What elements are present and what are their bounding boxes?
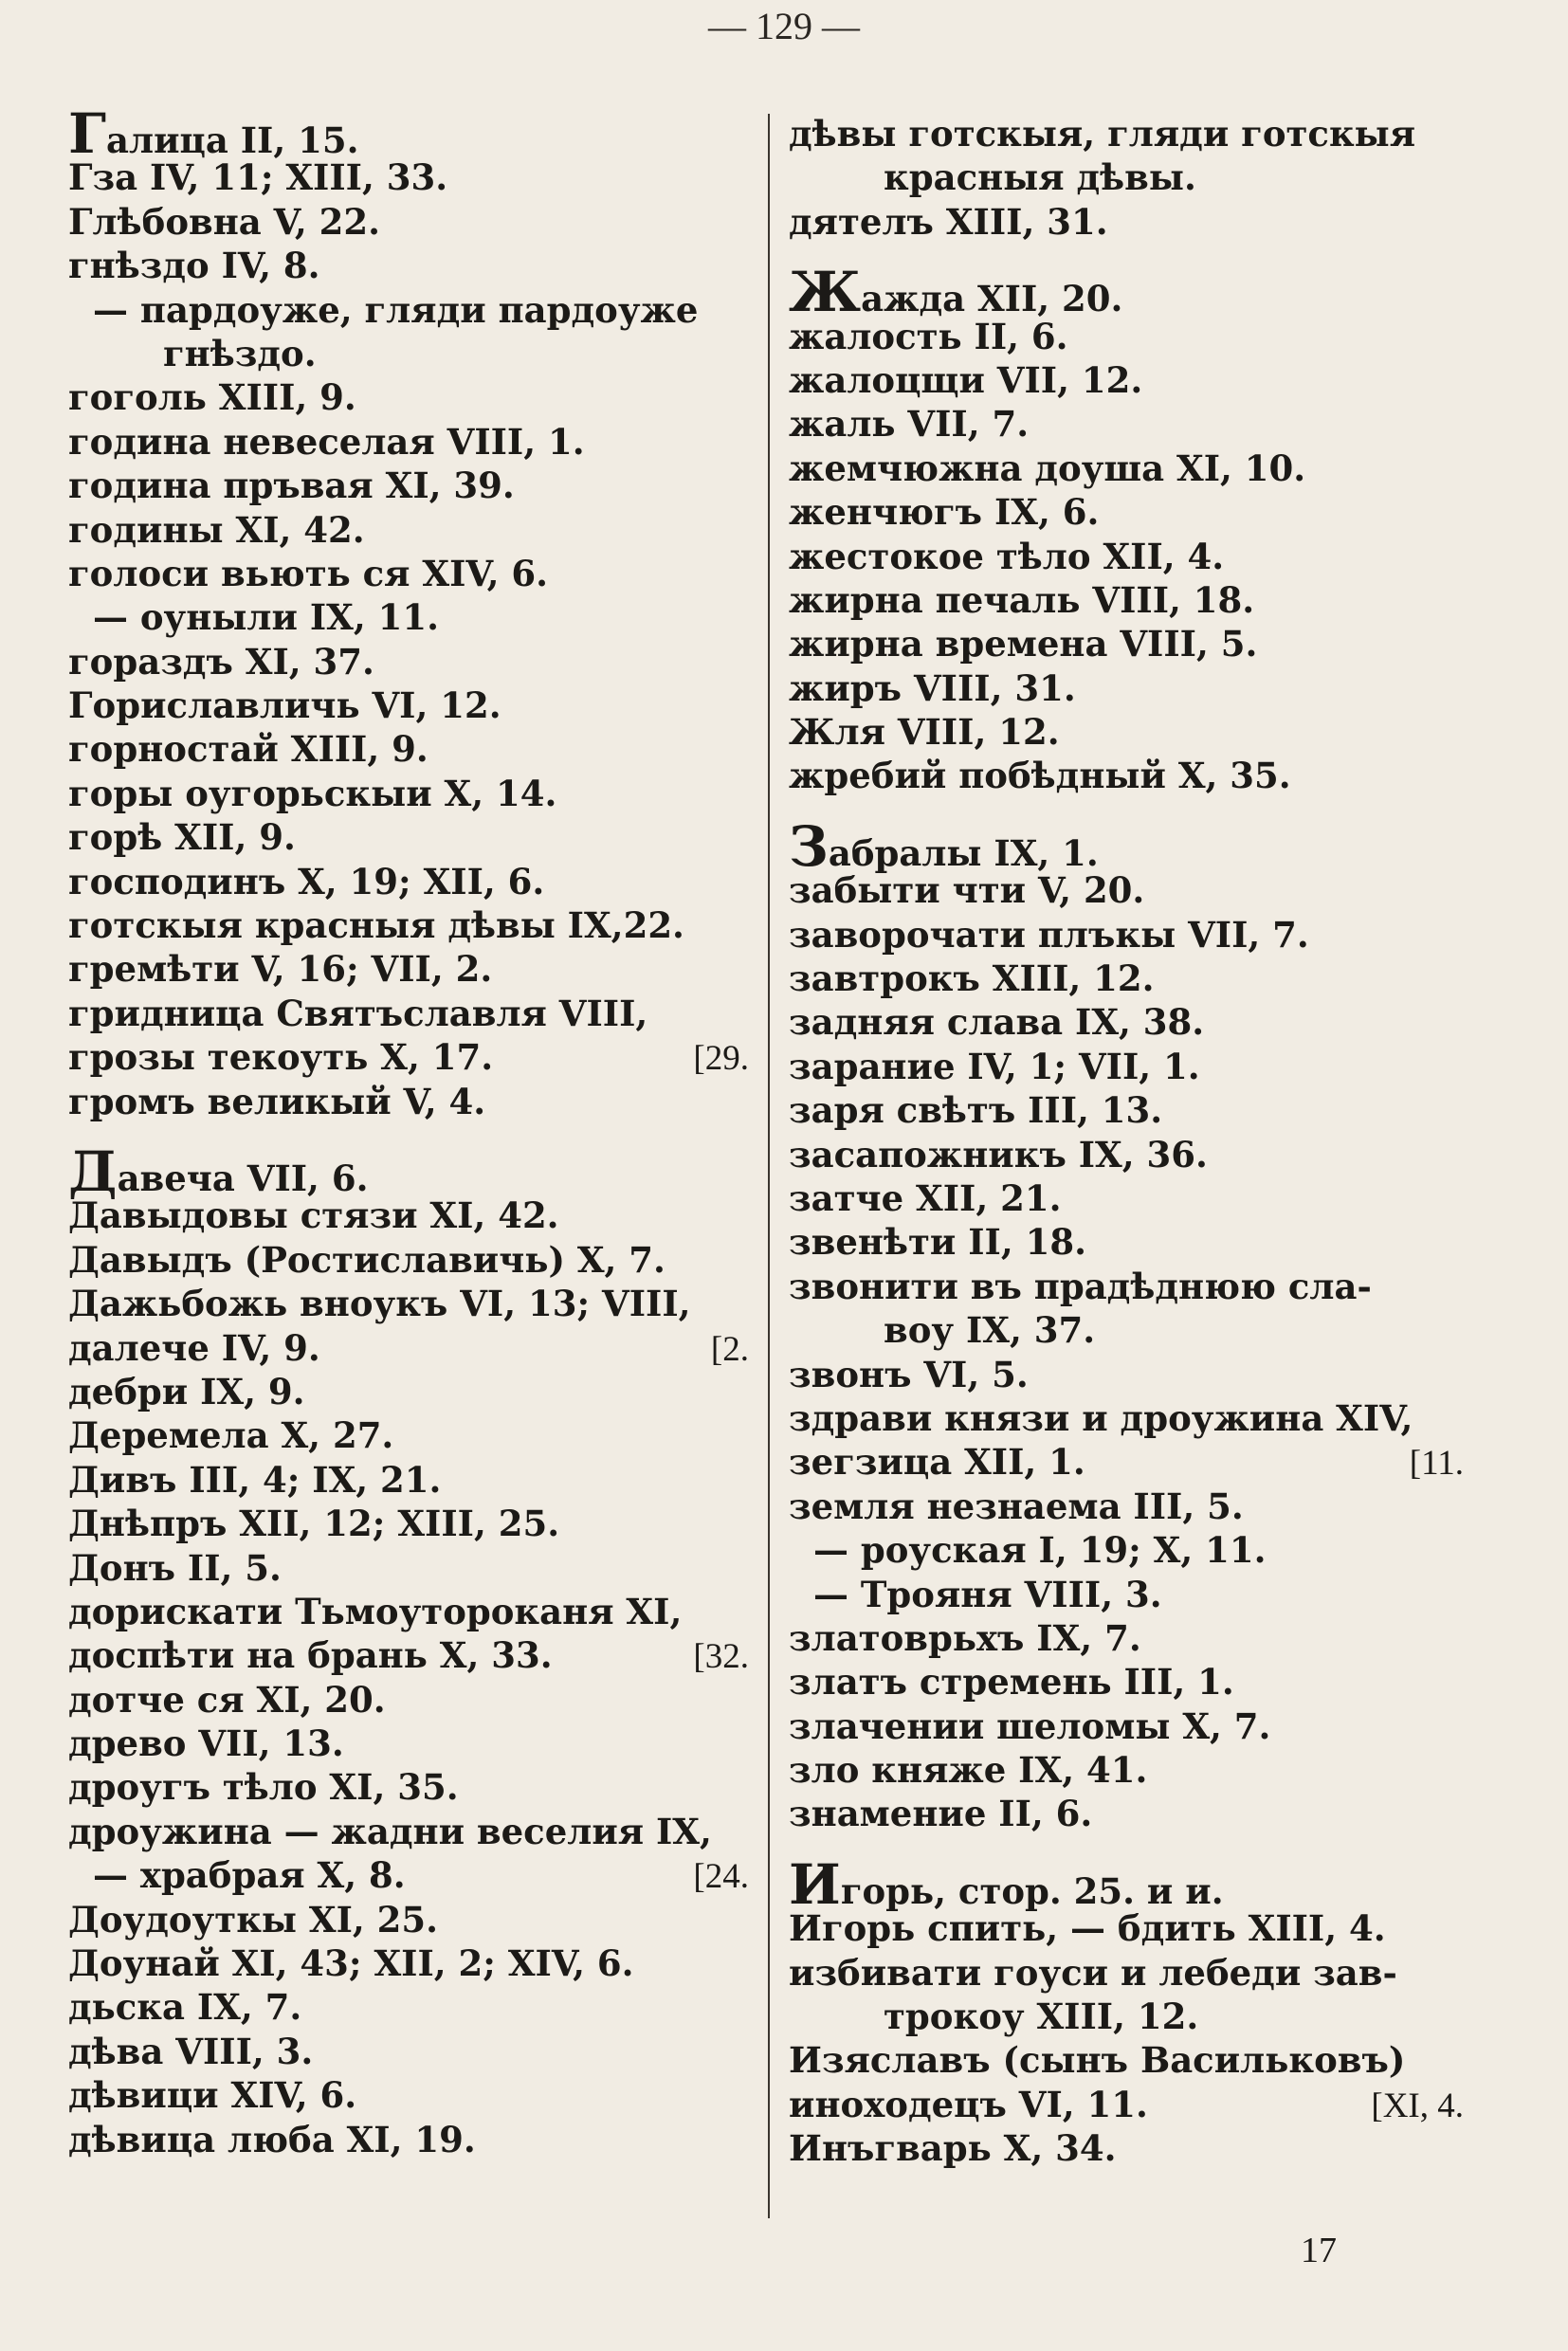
index-entry (789, 200, 1468, 244)
entry-text (68, 1080, 485, 1123)
index-entry (68, 903, 753, 947)
entry-label: зло княже IX, 41. (789, 1749, 1148, 1792)
index-entry (68, 860, 753, 903)
index-entry (68, 595, 753, 639)
index-entry (789, 315, 1468, 358)
entry-label: жиръ VIII, 31. (789, 666, 1076, 709)
entry-label: жирна времена VIII, 5. (789, 623, 1258, 665)
entry-text (789, 260, 1123, 325)
entry-label: златъ стремень III, 1. (789, 1661, 1234, 1704)
entry-text (68, 727, 428, 771)
entry-label: грозы текоуть X, 17. (68, 1036, 494, 1079)
entry-label: земля незнаема III, 5. (789, 1485, 1244, 1527)
entry-label: Давыдовы стязи XI, 42. (68, 1194, 559, 1237)
index-entry (68, 1458, 753, 1502)
entry-text (813, 1573, 1162, 1616)
entry-text (789, 813, 1099, 879)
entry-label: Игорь спить, — бдить XIII, 4. (789, 1907, 1386, 1950)
entry-label: затче XII, 21. (789, 1176, 1062, 1219)
left-column (68, 101, 753, 2161)
entry-label: зарание IV, 1; VII, 1. (789, 1045, 1200, 1087)
entry-label: Жля VIII, 12. (789, 711, 1060, 754)
entry-label: абралы IX, 1. (828, 831, 1099, 874)
index-entry (68, 640, 753, 683)
entry-text (68, 552, 548, 595)
entry-label: дятелъ XIII, 31. (789, 200, 1108, 243)
entry-text (68, 2030, 313, 2073)
entry-label: жестокое тѣло XII, 4. (789, 535, 1225, 577)
entry-label: гораздъ XI, 37. (68, 640, 374, 683)
entry-text (789, 2038, 1405, 2082)
entry-text (789, 1704, 1270, 1748)
entry-label: задняя слава IX, 38. (789, 1001, 1205, 1044)
index-entry (68, 1194, 753, 1237)
index-entry (68, 155, 753, 199)
entry-label: година невеселая VIII, 1. (68, 420, 585, 463)
entry-text (68, 815, 296, 859)
section-gap (789, 1836, 1468, 1863)
entry-text (789, 315, 1068, 358)
entry-text (789, 1000, 1204, 1044)
index-entry (68, 947, 753, 991)
entry-text (68, 200, 380, 244)
entry-text (68, 1898, 438, 1941)
index-entry (68, 2073, 753, 2117)
entry-text (68, 1326, 320, 1370)
entry-text (789, 1396, 1413, 1440)
entry-label: жаль VII, 7. (789, 403, 1030, 446)
entry-text (789, 447, 1305, 490)
column-divider (768, 114, 770, 2218)
entry-text (789, 1088, 1162, 1132)
entry-text (789, 535, 1224, 578)
entry-label: Днѣпръ XII, 12; XIII, 25. (68, 1503, 560, 1545)
entry-label: — оуныли IX, 11. (93, 596, 439, 639)
section-gap (68, 1123, 753, 1150)
section-initial: Ж (789, 260, 862, 325)
entry-text (789, 490, 1099, 534)
index-entry (68, 1941, 753, 1985)
entry-text (68, 1194, 559, 1237)
index-entry (789, 868, 1468, 912)
entry-label: дѣва VIII, 3. (68, 2030, 314, 2072)
right-column (789, 112, 1468, 2171)
index-entry (789, 1000, 1468, 1044)
entry-text (68, 2073, 356, 2117)
carryover-reference: [11. (1409, 1444, 1464, 1484)
entry-label: звенѣти II, 18. (789, 1221, 1086, 1264)
entry-text (93, 1853, 406, 1897)
index-entry (789, 1573, 1468, 1616)
index-entry (789, 1951, 1468, 1995)
entry-label: Глѣбовна V, 22. (68, 200, 381, 243)
entry-label: гремѣти V, 16; VII, 2. (68, 948, 493, 991)
index-entry (68, 1985, 753, 2029)
entry-label: жалоцщи VII, 12. (789, 358, 1143, 401)
carryover-reference: [2. (710, 1329, 749, 1369)
index-entry (68, 1853, 753, 1897)
index-entry (789, 1995, 1468, 2038)
entry-label: зегзица XII, 1. (789, 1441, 1085, 1484)
index-entry (68, 1139, 753, 1204)
entry-label: жребий побѣдный X, 35. (789, 755, 1291, 797)
index-entry (68, 1810, 753, 1853)
entry-label: Доунай XI, 43; XII, 2; XIV, 6. (68, 1942, 634, 1985)
carryover-reference: [32. (693, 1637, 749, 1677)
entry-label: дроугъ тѣло XI, 35. (68, 1766, 459, 1809)
entry-label: — храбрая X, 8. (93, 1854, 406, 1897)
entry-text (68, 420, 585, 464)
entry-label: Дивъ III, 4; IX, 21. (68, 1458, 442, 1501)
entry-label: жемчюжна доуша XI, 10. (789, 447, 1306, 489)
entry-text (789, 2126, 1116, 2170)
entry-text (789, 578, 1254, 622)
index-entry (789, 1748, 1468, 1792)
entry-text (789, 358, 1142, 402)
entry-text (789, 1353, 1029, 1396)
entry-text (68, 1282, 691, 1325)
entry-label: гридница Святъславля VIII, (68, 992, 648, 1034)
entry-label: златоврьхъ IX, 7. (789, 1616, 1141, 1659)
entry-label: Дажьбожь вноукъ VI, 13; VIII, (68, 1283, 691, 1325)
index-entry (789, 1176, 1468, 1220)
index-entry (789, 578, 1468, 622)
entry-label: гнѣздо IV, 8. (68, 245, 320, 287)
index-entry (789, 155, 1468, 199)
page-number-top: — 129 — (708, 5, 860, 47)
entry-label: дѣвици XIV, 6. (68, 2074, 357, 2117)
carryover-reference: [24. (693, 1857, 749, 1897)
index-entry (68, 200, 753, 244)
entry-text (68, 155, 447, 199)
entry-label: завтрокъ XIII, 12. (789, 957, 1155, 1000)
entry-text (68, 1765, 459, 1809)
index-entry (68, 420, 753, 464)
entry-text (93, 288, 698, 332)
entry-text (789, 112, 1415, 155)
index-entry (68, 727, 753, 771)
entry-text (68, 1502, 559, 1545)
entry-text (68, 1458, 441, 1502)
entry-label: дѣвица люба XI, 19. (68, 2118, 476, 2160)
entry-label: жирна печаль VIII, 18. (789, 578, 1255, 621)
index-entry (68, 1765, 753, 1809)
index-entry (68, 772, 753, 815)
entry-label: горы оугорьскыи X, 14. (68, 772, 557, 814)
index-entry (68, 508, 753, 552)
entry-label: доспѣти на брань X, 33. (68, 1634, 553, 1677)
section-gap (789, 798, 1468, 825)
entry-text (789, 957, 1155, 1000)
index-entry (789, 1265, 1468, 1308)
entry-label: авеча VII, 6. (117, 1157, 369, 1199)
entry-text (68, 1633, 553, 1677)
index-entry (789, 1353, 1468, 1396)
index-entry (789, 1792, 1468, 1835)
index-entry (68, 288, 753, 332)
entry-text (789, 1176, 1061, 1220)
index-entry (68, 1502, 753, 1545)
entry-text (68, 1370, 304, 1413)
entry-label: далече IV, 9. (68, 1326, 320, 1369)
entry-label: Инъгварь X, 34. (789, 2127, 1117, 2170)
entry-label: готскыя красныя дѣвы IX,22. (68, 904, 684, 947)
section-initial: Г (68, 101, 107, 166)
entry-label: дебри IX, 9. (68, 1370, 305, 1412)
index-entry (68, 1282, 753, 1325)
index-entry (68, 332, 753, 375)
index-entry (68, 1590, 753, 1633)
index-entry (68, 2030, 753, 2073)
index-entry (789, 447, 1468, 490)
index-entry (789, 1851, 1468, 1917)
entry-label: — пардоуже, гляди пардоуже (93, 288, 699, 331)
index-entry (789, 1133, 1468, 1176)
index-entry (789, 1440, 1468, 1484)
entry-text (68, 1238, 665, 1282)
carryover-reference: [XI, 4. (1371, 2086, 1464, 2125)
index-entry (68, 1326, 753, 1370)
entry-text (68, 1941, 633, 1985)
entry-text (68, 1546, 282, 1590)
entry-text (789, 1951, 1397, 1995)
entry-text (68, 1678, 386, 1722)
index-entry (789, 754, 1468, 797)
signature-mark: 17 (1301, 2231, 1337, 2270)
entry-label: дьска IX, 7. (68, 1986, 302, 2029)
entry-text (68, 947, 492, 991)
entry-text (163, 332, 317, 375)
index-entry (789, 1616, 1468, 1660)
index-entry (789, 813, 1468, 879)
section-initial: И (789, 1851, 841, 1917)
entry-text (68, 1810, 712, 1853)
entry-text (68, 860, 544, 903)
index-entry (789, 1308, 1468, 1352)
index-entry (68, 1080, 753, 1123)
entry-label: иноходецъ VI, 11. (789, 2083, 1148, 2125)
index-entry (68, 815, 753, 859)
index-entry (789, 622, 1468, 665)
entry-text (789, 1220, 1086, 1264)
entry-label: заворочати плъкы VII, 7. (789, 913, 1309, 956)
entry-label: годины XI, 42. (68, 508, 365, 551)
index-entry (68, 1633, 753, 1677)
entry-label: горностай XIII, 9. (68, 728, 428, 771)
index-entry (68, 1413, 753, 1457)
entry-text (789, 1133, 1208, 1176)
carryover-reference: [29. (693, 1039, 749, 1079)
index-entry (68, 464, 753, 507)
entry-label: ажда XII, 20. (861, 278, 1123, 320)
entry-label: гнѣздо. (163, 332, 317, 374)
entry-text (789, 868, 1144, 912)
index-entry (789, 957, 1468, 1000)
entry-text (68, 1985, 301, 2029)
entry-label: година пръвая XI, 39. (68, 465, 515, 507)
entry-text (789, 1045, 1200, 1088)
index-entry (789, 1660, 1468, 1704)
section-initial: З (789, 813, 829, 879)
entry-text (68, 244, 320, 287)
entry-text (789, 1792, 1092, 1835)
entry-text (789, 1265, 1372, 1308)
index-entry (68, 1370, 753, 1413)
entry-label: горь, стор. 25. и и. (840, 1869, 1224, 1912)
entry-label: древо VII, 13. (68, 1722, 344, 1765)
entry-label: голоси вьють ся XIV, 6. (68, 552, 549, 594)
entry-text (789, 1906, 1386, 1950)
entry-label: господинъ X, 19; XII, 6. (68, 860, 545, 902)
index-entry (789, 2083, 1468, 2126)
entry-text (789, 622, 1257, 665)
entry-text (884, 1995, 1198, 2038)
index-entry (789, 1220, 1468, 1264)
entry-label: звонъ VI, 5. (789, 1353, 1029, 1395)
index-entry (789, 402, 1468, 446)
entry-text (93, 595, 439, 639)
entry-label: Гориславличь VI, 12. (68, 684, 501, 727)
entry-text (789, 754, 1291, 797)
entry-label: дорискати Тьмоутороканя XI, (68, 1590, 683, 1632)
index-entry (789, 1396, 1468, 1440)
index-entry (789, 666, 1468, 710)
entry-label: дотче ся XI, 20. (68, 1678, 386, 1721)
entry-text (789, 1485, 1244, 1528)
entry-text (884, 155, 1196, 199)
entry-label: громъ великый V, 4. (68, 1080, 486, 1122)
entry-text (68, 1590, 682, 1633)
entry-label: звонити въ прадѣднюю сла- (789, 1265, 1372, 1307)
index-entry (789, 490, 1468, 534)
entry-text (884, 1308, 1095, 1352)
entry-text (789, 710, 1060, 754)
entry-text (68, 683, 501, 727)
entry-text (68, 1035, 493, 1079)
entry-text (68, 508, 365, 552)
index-entry (68, 1678, 753, 1722)
index-entry (789, 1704, 1468, 1748)
entry-label: знамение II, 6. (789, 1793, 1093, 1835)
entry-label: Изяславъ (сынъ Васильковъ) (789, 2039, 1406, 2082)
entry-label: трокоу XIII, 12. (884, 1996, 1199, 2038)
index-entry (68, 1898, 753, 1941)
entry-text (789, 402, 1029, 446)
index-entry (789, 1528, 1468, 1572)
entry-text (68, 2118, 476, 2161)
entry-label: дѣвы готскыя, гляди готскыя (789, 113, 1416, 155)
index-entry (68, 683, 753, 727)
entry-label: Деремела X, 27. (68, 1414, 394, 1457)
entry-label: красныя дѣвы. (884, 156, 1196, 199)
entry-text (789, 913, 1309, 957)
entry-label: горѣ XII, 9. (68, 816, 296, 859)
entry-text (789, 1616, 1141, 1660)
index-entry (789, 260, 1468, 325)
entry-text (68, 992, 647, 1035)
entry-text (789, 1851, 1224, 1917)
index-entry (789, 535, 1468, 578)
index-entry (789, 1088, 1468, 1132)
index-entry (68, 992, 753, 1035)
entry-text (789, 200, 1108, 244)
entry-label: жалость II, 6. (789, 315, 1068, 357)
section-gap (789, 244, 1468, 270)
index-entry (789, 913, 1468, 957)
entry-text (789, 1440, 1085, 1484)
entry-label: воу IX, 37. (884, 1309, 1096, 1352)
entry-label: заря свѣтъ III, 13. (789, 1089, 1163, 1132)
index-entry (68, 1238, 753, 1282)
entry-text (68, 464, 515, 507)
index-entry (789, 1045, 1468, 1088)
index-entry (68, 1546, 753, 1590)
index-entry (789, 2038, 1468, 2082)
entry-label: — Трояня VIII, 3. (813, 1573, 1162, 1615)
entry-text (789, 1660, 1234, 1704)
index-entry (68, 375, 753, 419)
entry-text (68, 375, 356, 419)
index-entry (789, 1906, 1468, 1950)
entry-label: Донъ II, 5. (68, 1546, 282, 1589)
index-entry (789, 112, 1468, 155)
entry-text (789, 1748, 1147, 1792)
entry-label: злачении шеломы X, 7. (789, 1704, 1271, 1747)
entry-text (68, 101, 359, 166)
entry-label: женчюгъ IX, 6. (789, 491, 1100, 534)
entry-label: гоголь XIII, 9. (68, 376, 356, 419)
entry-text (68, 1139, 369, 1204)
entry-label: — роуская I, 19; X, 11. (813, 1529, 1267, 1572)
entry-text (68, 903, 684, 947)
entry-text (789, 2083, 1148, 2126)
index-entry (789, 358, 1468, 402)
entry-text (68, 1413, 393, 1457)
entry-text (813, 1528, 1267, 1572)
section-initial: Д (68, 1139, 118, 1204)
index-entry (68, 2118, 753, 2161)
entry-label: Давыдъ (Ростиславичь) X, 7. (68, 1238, 665, 1281)
entry-label: засапожникъ IX, 36. (789, 1133, 1208, 1176)
index-entry (789, 710, 1468, 754)
index-entry (68, 1722, 753, 1765)
entry-label: избивати гоуси и лебеди зав- (789, 1951, 1397, 1994)
entry-text (68, 772, 556, 815)
entry-text (68, 640, 374, 683)
index-entry (789, 2126, 1468, 2170)
index-entry (68, 552, 753, 595)
index-entry (68, 244, 753, 287)
index-entry (68, 1035, 753, 1079)
entry-text (789, 666, 1076, 710)
entry-text (68, 1722, 344, 1765)
entry-label: забыти чти V, 20. (789, 869, 1145, 912)
entry-label: дроужина — жадни веселия IX, (68, 1810, 712, 1852)
index-entry (68, 101, 753, 166)
entry-label: Гза IV, 11; XIII, 33. (68, 156, 448, 199)
index-entry (789, 1485, 1468, 1528)
entry-label: алица II, 15. (106, 119, 359, 161)
entry-label: здрави князи и дроужина XIV, (789, 1396, 1413, 1439)
entry-label: Доудоуткы XI, 25. (68, 1898, 439, 1941)
